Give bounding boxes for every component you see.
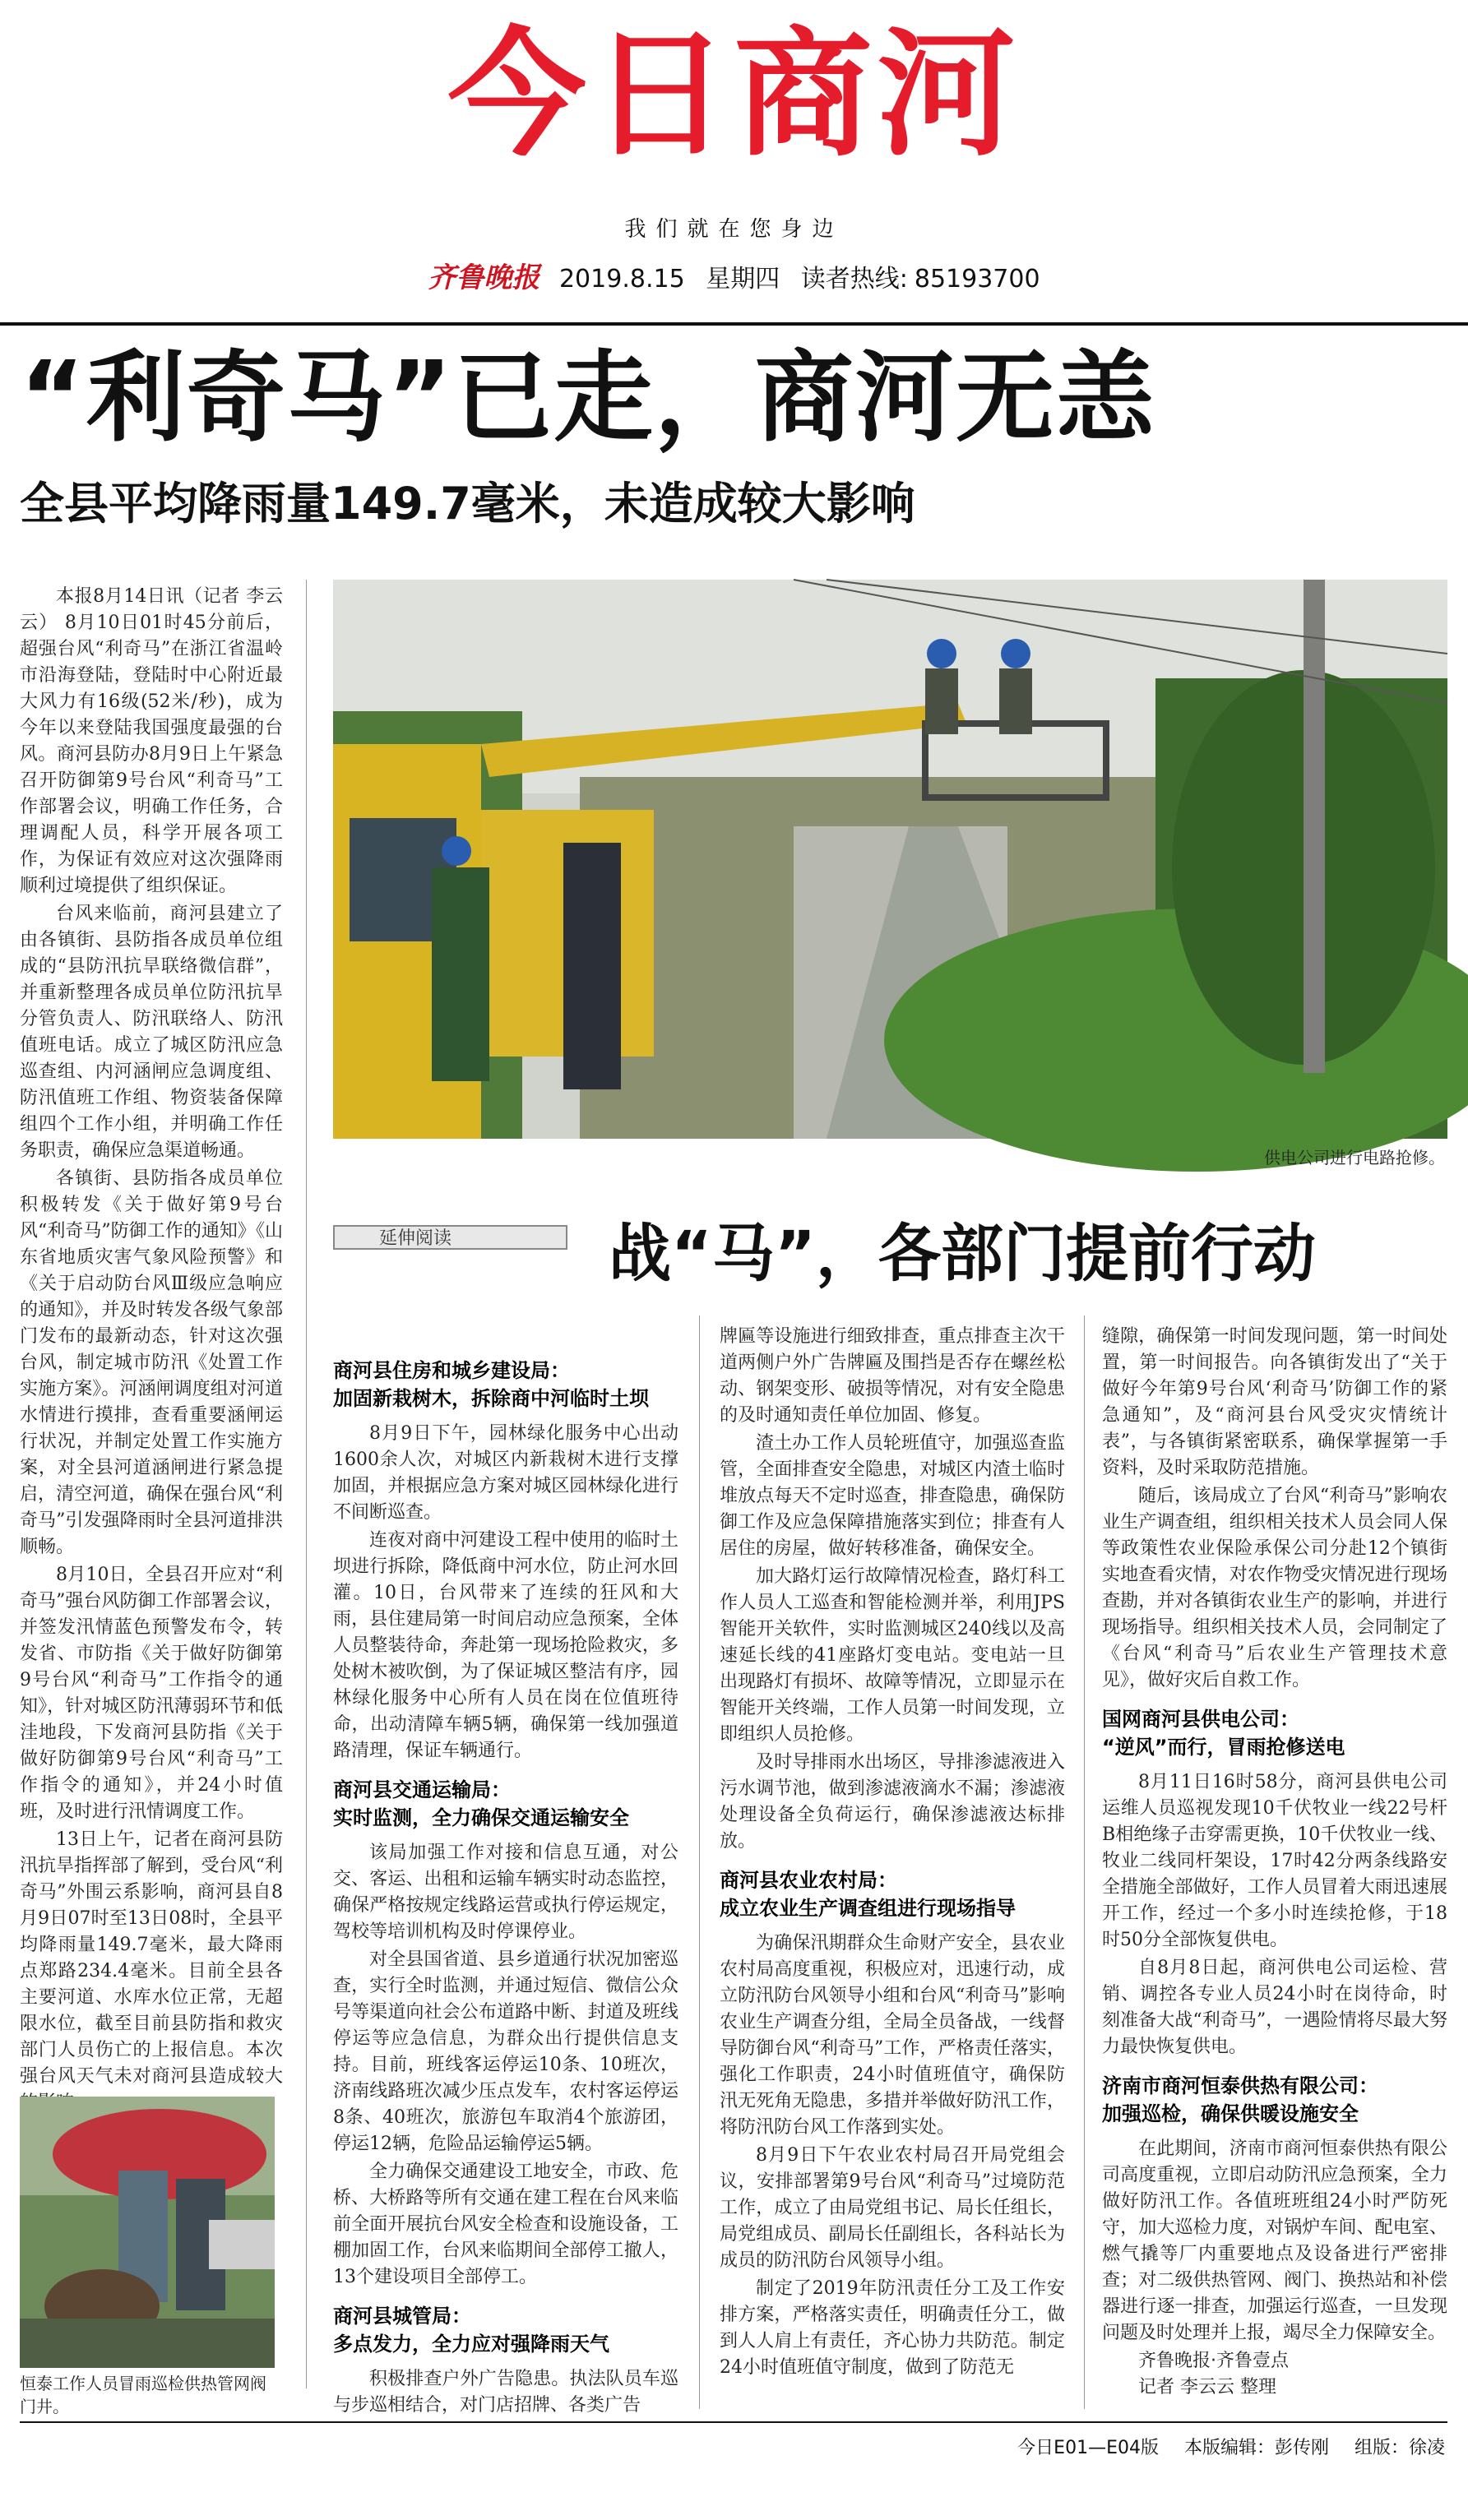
body-paragraph: 及时导排雨水出场区，导排渗滤液进入污水调节池，做到渗滤液滴水不漏；渗滤液处理设备全负荷运行，确保渗滤液达标排放。 <box>720 1752 1065 1852</box>
main-subheadline: 全县平均降雨量149.7毫米，未造成较大影响 <box>20 478 915 529</box>
lead-paragraph: 13日上午，记者在商河县防汛抗旱指挥部了解到，受台风“利奇马”外围云系影响，商河县自8月9日07时至13日08时，全县平均降雨量149.7毫米，最大降雨点郑路234.4毫米。目前全县各主要河道、水库水位正常，无超限水位，截至目前县防指和救灾部门人员伤亡的上报信息。本次强台风天气未对商河县造成较大 <box>20 1829 283 2087</box>
masthead-slogan: 我们就在您身边 <box>624 217 844 242</box>
column-divider <box>1084 1315 1085 2409</box>
main-headline: “利奇马”已走，商河无恙 <box>20 341 1156 455</box>
dept-name: 商河县城管局： <box>333 2305 471 2328</box>
main-photo-caption: 供电公司进行电路抢修。 <box>1264 1148 1445 1168</box>
main-photo <box>333 580 1447 1139</box>
footer-divider <box>20 2421 1447 2423</box>
dept-name: 商河县农业农村局： <box>720 1869 897 1892</box>
issue-weekday: 星期四 <box>706 265 780 294</box>
body-paragraph: 全力确保交通建设工地安全，市政、危桥、大桥路等所有交通在建工程在台风来临前全面开展抗台风安全检查和设施设备，工棚加固工作，台风来临期间全部停工撤人，13个建设项目全部停工。 <box>333 2162 678 2287</box>
masthead-divider <box>0 322 1468 326</box>
brand-logo: 齐鲁晚报 <box>428 261 540 294</box>
dept-subtitle: 多点发力，全力应对强降雨天气 <box>333 2333 609 2356</box>
department-column-1 <box>333 1357 678 2416</box>
dept-name: 商河县交通运输局： <box>333 1778 511 1801</box>
body-paragraph: 对全县国省道、县乡道通行状况加密巡查，实行全时监测，并通过短信、微信公众号等渠道向社会公布道路中断、封道及班线停运等应急信息，为群众出行提供信息支持。目前，班线客运停运10条、10班次，济南线路班次减少压点发车，农村客运停运8条、40班次，旅游包车取消4个旅游团，停运12辆，危险品运输停运5辆。 <box>333 1949 678 2154</box>
inspection-scene-illustration <box>20 2097 275 2368</box>
dept-name: 国网商河县供电公司： <box>1102 1708 1299 1731</box>
dept-name: 济南市商河恒泰供热有限公司： <box>1102 2074 1378 2097</box>
footer-editor: 本版编辑：彭传刚 <box>1183 2438 1329 2458</box>
secondary-photo-caption: 恒泰工作人员冒雨巡检供热管网阀门井。 <box>20 2374 266 2416</box>
body-paragraph: 加大路灯运行故障情况检查，路灯科工作人员人工巡查和智能检测并举，利用JPS智能开关软件，实时监测城区240线以及高速延长线的41座路灯变电站。变电站一旦出现路灯有损坏、故障等情况，立即显示在智能开关终端，工作人员第一时间发现，立即组织人员抢修。 <box>720 1566 1065 1745</box>
lead-article <box>20 584 283 2088</box>
lead-paragraph: 本报8月14日讯（记者 李云云） 8月10日01时45分前后，超强台风“利奇马”在浙江省温岭市沿海登陆，登陆时中心附近最大风力有16级(52米/秒)，成为今年以来登陆我国强度最强的台风。商河县防办8月9日上午紧急召开防御第9号台风“利奇马”工作部署会议，明确工作任务，合理调配人员，科学开展各项工作，为保证有效应对这次强降雨顺利过境提供了组织保证。 <box>20 586 283 896</box>
body-paragraph: 8月11日16时58分，商河县供电公司运维人员巡视发现10千伏牧业一线22号杆B相绝缘子击穿需更换，10千伏牧业一线、牧业二线同杆架设，17时42分两条线路安全措施全部做好，工作人员冒着大雨迅速展开工作，经过一个多小时连续抢修，于18时50分全部恢复供电。 <box>1102 1772 1447 1950</box>
column-divider <box>699 1315 700 2409</box>
lead-paragraph: 各镇街、县防指各成员单位积极转发《关于做好第9号台风“利奇马”防御工作的通知》《山东省地质灾害气象风险预警》和《关于启动防台风Ⅲ级应急响应的通知》，并及时转发各级气象部门发布的最新动态，针对这次强台风，制定城市防汛《处置工作实施方案》。河涵闸调度组对河道水情进行摸排，查看重要涵闸运行状况，并制定处置工作实施方案，对全县河道涵闸进行紧急提启，清空河道，确保在强台风“利奇马”引发强降雨时全县河道排洪顺畅。 <box>20 1168 283 1557</box>
dateline <box>0 255 1468 295</box>
lead-paragraph: 台风来临前，商河县建立了由各镇街、县防指各成员单位组成的“县防汛抗旱联络微信群”，并重新整理各成员单位防汛抗旱分管负责人、防汛联络人、防汛值班电话。成立了城区防汛应急巡查组、内河涵闸应急调度组、防汛值班工作组、物资装备保障组四个工作小组，并明确工作任务职责，确保应急渠道畅通。 <box>20 904 283 1161</box>
body-paragraph: 8月9日下午农业农村局召开局党组会议，安排部署第9号台风“利奇马”过境防范工作，成立了由局党组书记、局长任组长，局党组成员、副局长任副组长，各科站长为成员的防汛防台风领导小组。 <box>720 2145 1065 2271</box>
body-paragraph: 在此期间，济南市商河恒泰供热有限公司高度重视，立即启动防汛应急预案，全力做好防汛工作。各值班班组24小时严防死守，加大巡检力度，对锅炉车间、配电室、燃气撬等厂内重要地点及设备进行严密排查；对二级供热管网、阀门、换热站和补偿器进行逐一排查，加强运行巡查，一旦发现问题及时处理并上报，竭尽全力保障安全。 <box>1102 2139 1447 2343</box>
dept-subtitle: 成立农业生产调查组进行现场指导 <box>720 1897 1016 1920</box>
column-divider <box>306 580 307 2388</box>
extended-reading-tag: 延伸阅读 <box>333 1225 567 1250</box>
issue-date: 2019.8.15 <box>558 265 685 294</box>
body-paragraph: 自8月8日起，商河供电公司运检、营销、调控各专业人员24小时在岗待命，时刻准备大战“利奇马”，一遇险情将尽最大努力最快恢复供电。 <box>1102 1958 1447 2057</box>
body-paragraph: 该局加强工作对接和信息互通，对公交、客运、出租和运输车辆实时动态监控，确保严格按规定线路运营或执行停运规定，驾校等培训机构及时停课停业。 <box>333 1843 678 1942</box>
body-paragraph: 牌匾等设施进行细致排查，重点排查主次干道两侧户外广告牌匾及围挡是否存在螺丝松动、钢架变形、破损等情况，对有安全隐患的及时通知责任单位加固、修复。 <box>720 1326 1065 1426</box>
hotline-number: 85193700 <box>914 265 1040 294</box>
body-paragraph: 连夜对商中河建设工程中使用的临时土坝进行拆除，降低商中河水位，防止河水回灌。10日，台风带来了连续的狂风和大雨，县住建局第一时间启动应急预案，全体人员整装待命，奔赴第一现场抢险救灾，多处树木被吹倒，为了保证城区整洁有序，园林绿化服务中心所有人员在岗在位值班待命，出动清障车辆5辆，确保第一线加强道路清理，保证车辆通行。 <box>333 1530 678 1761</box>
dept-subtitle: 加固新栽树木，拆除商中河临时土坝 <box>333 1387 649 1410</box>
repair-scene-illustration <box>333 580 1447 1139</box>
dept-subtitle: 实时监测，全力确保交通运输安全 <box>333 1806 629 1829</box>
body-paragraph: 随后，该局成立了台风“利奇马”影响农业生产调查组，组织相关技术人员会同人保等政策性农业保险承保公司分赴12个镇街实地查看灾情，对农作物受灾情况进行现场查勘，并对各镇街农业生产的影响，并进行现场指导。组织相关技术人员，会同制定了《台风“利奇马”后农业生产管理技术意见》，做好灾后自救工作。 <box>1102 1486 1447 1690</box>
body-paragraph: 为确保汛期群众生命财产安全，县农业农村局高度重视，积极应对，迅速行动，成立防汛防台风领导小组和台风“利奇马”影响农业生产调查分组，全局全员备战，一线督导防御台风“利奇马”工作，严格责任落实，强化工作职责，24小时值班值守，确保防汛无死角无隐患，多措并举做好防汛工作，将防汛防台风工作落到实处。 <box>720 1933 1065 2138</box>
section-headline: 战“马”，各部门提前行动 <box>609 1217 1316 1290</box>
footer-layout: 组版：徐凌 <box>1354 2438 1445 2458</box>
footer-pages: 今日E01—E04版 <box>1017 2438 1159 2458</box>
department-column-3 <box>1102 1324 1447 2409</box>
body-paragraph: 制定了2019年防汛责任分工及工作安排方案，严格落实责任，明确责任分工，做到人人肩上有责任，齐心协力共防范。制定24小时值班值守制度，做到了防范无 <box>720 2278 1065 2378</box>
body-paragraph: 积极排查户外广告隐患。执法队员车巡与步巡相结合，对门店招牌、各类广告 <box>333 2369 678 2416</box>
body-paragraph: 8月9日下午，园林绿化服务中心出动1600余人次，对城区内新栽树木进行支撑加固，并根据应急方案对城区园林绿化进行不间断巡查。 <box>333 1423 678 1523</box>
byline-source: 齐鲁晚报·齐鲁壹点 <box>1138 2351 1289 2371</box>
dept-name: 商河县住房和城乡建设局： <box>333 1359 570 1382</box>
lead-paragraph: 8月10日，全县召开应对“利奇马”强台风防御工作部署会议，并签发汛情蓝色预警发布令，转发省、市防指《关于做好防御第9号台风“利奇马”工作指令的通知》，针对城区防汛薄弱环节和低洼地段，下发商河县防指《关于做好防御第9号台风“利奇马”工作指令的通知》，并24小时值班，及时进行汛情调度工作。 <box>20 1565 283 1822</box>
dept-subtitle: “逆风”而行，冒雨抢修送电 <box>1102 1736 1345 1759</box>
dept-subtitle: 加强巡检，确保供暖设施安全 <box>1102 2102 1359 2125</box>
department-column-2 <box>720 1324 1065 2409</box>
masthead-title: 今日商河 <box>447 14 1021 175</box>
body-paragraph: 缝隙，确保第一时间发现问题，第一时间处置，第一时间报告。向各镇街发出了“关于做好今年第9号台风‘利奇马’防御工作的紧急通知”，及“商河县台风受灾灾情统计表”，与各镇街紧密联系，确保掌握第一手资料，及时采取防范措施。 <box>1102 1326 1447 1478</box>
body-paragraph: 渣土办工作人员轮班值守，加强巡查监管，全面排查安全隐患，对城区内渣土临时堆放点每天不定时巡查，排查隐患，确保防御工作及应急保障措施落实到位；排查有人居住的房屋，做好转移准备，确保安全。 <box>720 1433 1065 1559</box>
secondary-photo <box>20 2097 275 2368</box>
hotline-label: 读者热线: <box>800 265 908 294</box>
page-footer <box>998 2434 1445 2459</box>
byline-reporter: 记者 李云云 整理 <box>1138 2377 1276 2397</box>
